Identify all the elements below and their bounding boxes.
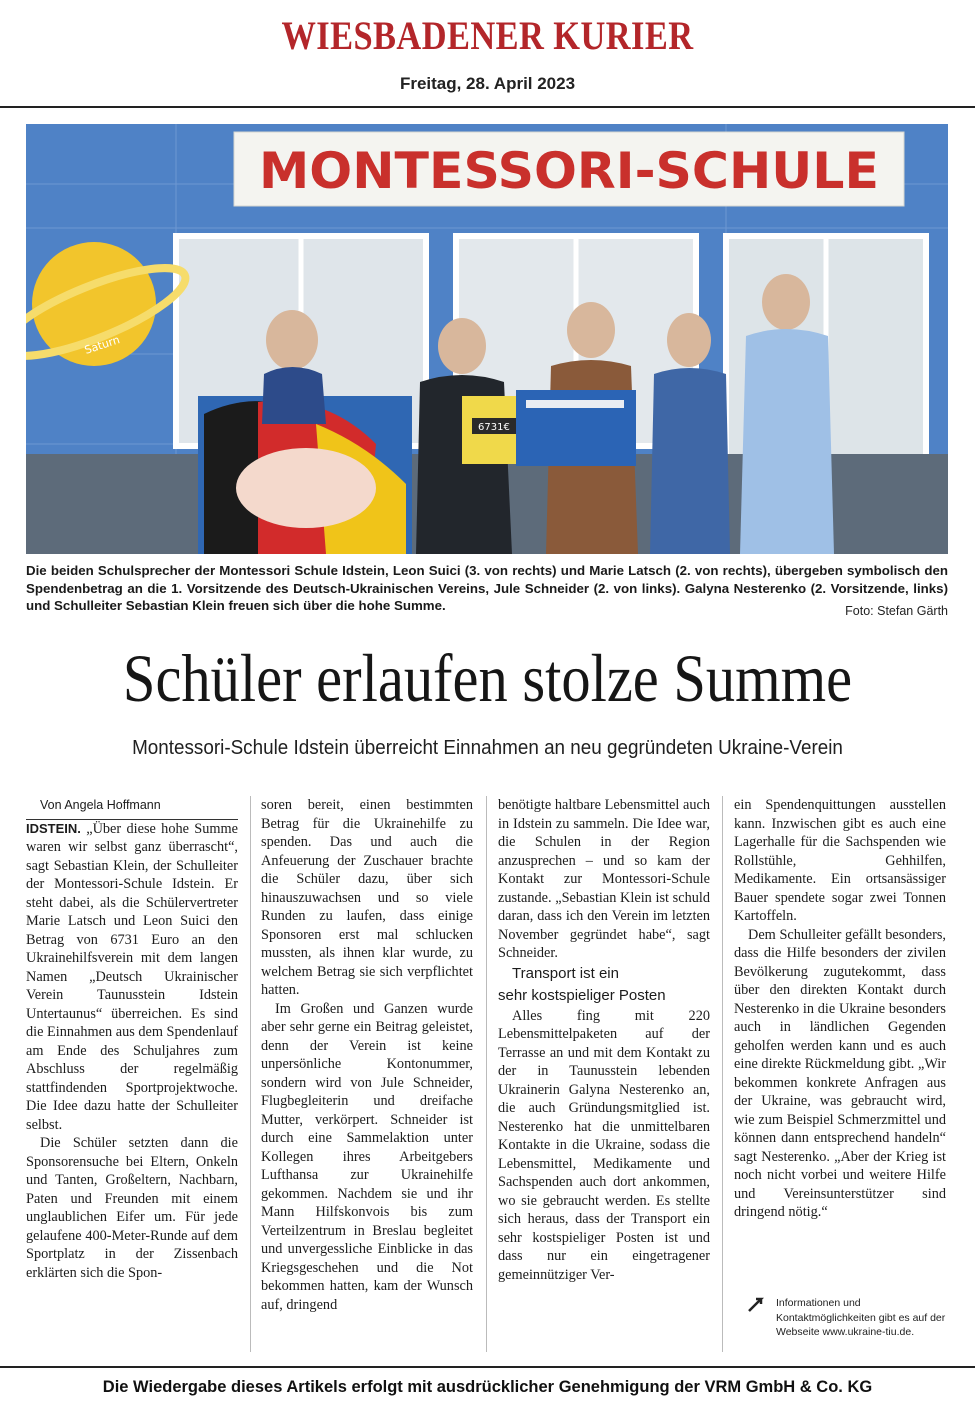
article-column-3 [498, 796, 710, 1284]
masthead: WIESBADENER KURIER [281, 13, 694, 58]
photo-caption: Die beiden Schulsprecher der Montessori Schule Idstein, Leon Suici (3. von rechts) und Marie Latsch (2. von rechts), übergeben symbolisch den Spendenbetrag an die 1. Vorsitzende des Deutsch-Ukrainischen Vereins, Jule Schneider (2. von links). Galyna Nesterenko (2. Vorsitzende, links) und Schulleiter Sebastian Klein freuen sich über die hohe Summe. [26, 563, 948, 613]
column-2-paragraph-1: soren bereit, einen bestimmten Betrag für die Ukrainehilfe zu spenden. Das und auch die Anfeuerung der Zuschauer brachte die Schüler dazu, über sich hinauszuwachsen und so viele Runden zu laufen, dass einige Sponsoren erst mal schlucken mussten, als ihnen klar wurde, zu welchem Betrag sie sich verpflichtet hatten. [261, 797, 473, 998]
article-headline: Schüler erlaufen stolze Summe [122, 640, 853, 716]
column-2-paragraph-2: Im Großen und Ganzen wurde aber sehr gerne ein Beitrag geleistet, denn der Verein ist keine unpersönliche Kontonummer, sondern wird von Jule Schneider, Flugbegleiterin und dreifache Mutter, verkörpert. Schneider ist durch eine Sammelaktion unter Kollegen ihres Arbeitgebers Lufthansa zur Ukrainehilfe gekommen. Nachdem sie und ihr Mann Hilfskonvois bis zum Verteilzentrum in Breslau begleitet und unvergessliche Einblicke in das Kriegsgeschehen und die Not bekommen hatten, kam der Wunsch auf, dringend [261, 1000, 473, 1313]
info-box-text: Informationen und Kontaktmöglichkeiten gibt es auf der Webseite www.ukraine-tiu.de. [776, 1297, 946, 1338]
reprint-notice: Die Wiedergabe dieses Artikels erfolgt mit ausdrücklicher Genehmigung der VRM GmbH & Co. KG [102, 1378, 873, 1396]
intertitle: Transport ist ein sehr kostspieliger Posten [498, 964, 666, 1004]
cheque-amount: 6731€ [478, 422, 510, 433]
issue-date: Freitag, 28. April 2023 [399, 74, 576, 93]
column-3-paragraph-1: benötigte haltbare Lebensmittel auch in Idstein zu sammeln. Die Idee war, die Schulen in der Region anzusprechen – und so kam der Kontakt zur Montessori-Schule zustande. „Sebastian Klein ist schuld daran, dass ich den Verein im letzten November gegründet habe“, sagt Schneider. [498, 797, 710, 961]
article-photo [26, 124, 948, 554]
article-column-1 [26, 796, 238, 1282]
header-rule [0, 106, 975, 108]
article-column-2 [261, 796, 473, 1314]
school-sign: MONTESSORI-SCHULE [259, 142, 880, 200]
article-column-4 [734, 796, 946, 1294]
planet-label: Saturn [82, 333, 122, 357]
photo-credit: Foto: Stefan Gärth [845, 604, 948, 618]
article-subheadline: Montessori-Schule Idstein überreicht Einnahmen an neu gegründeten Ukraine-Verein [132, 736, 843, 759]
column-4-paragraph-1: ein Spendenquittungen ausstellen kann. Inzwischen gibt es auch eine Lagerhalle für die Sachspenden wie Rollstühle, Gehhilfen, Medikamente. Ein ortsansässiger Bauer spendete sogar zwei Tonnen Kartoffeln. [734, 797, 946, 924]
info-box [746, 1296, 948, 1340]
byline: Von Angela Hoffmann [26, 796, 238, 820]
column-1-paragraph-2: Die Schüler setzten dann die Sponsorensuche bei Eltern, Onkeln und Tanten, Großeltern, Nachbarn, Paten und Freunden mit einem unglaublichen Eifer um. Für jede gelaufene 400-Meter-Runde auf dem Sportplatz in der Zissenbach erklärten sich die Spon- [26, 1135, 238, 1281]
footer-rule [0, 1366, 975, 1368]
pointer-arrow-icon [746, 1296, 764, 1319]
column-4-paragraph-2: Dem Schulleiter gefällt besonders, dass die Hilfe besonders der zivilen Bevölkerung zugutekommt, dass über den direkten Kontakt durch Nesterenko in die Ukraine besonders auch in ländlichen Gegenden geholfen werden kann und es auch eine direkte Rückmeldung gibt. „Wir bekommen konkrete Anfragen aus der Ukraine, was gebraucht wird, wie zum Beispiel Schmerzmittel und können dann entsprechend handeln“ sagt Nesterenko. „Aber der Krieg ist noch nicht vorbei und weitere Hilfe und Vereinsunterstützer sind dringend nötig.“ [734, 926, 946, 1220]
column-divider [250, 796, 251, 1352]
column-1-paragraph-1: IDSTEIN. „Über diese hohe Summe waren wir selbst ganz überrascht“, sagt Sebastian Klein, der Schulleiter der Montessori-Schule Idstein. Er steht dabei, als die Schülervertreter Marie Latsch und Leon Suici den Betrag von 6731 Euro an den Ukrainehilfsverein mit dem langen Namen „Deutsch Ukrainischer Verein Taunusstein Idstein Untertaunus“ überreichen. Es sind die Einnahmen aus dem Spendenlauf am Ende des Schuljahres zum Abschluss der regelmäßig stattfindenden Sportprojektwoche. Die Idee dazu hatte der Schulleiter selbst. [26, 820, 238, 1133]
column-divider [486, 796, 487, 1352]
dateline-place: IDSTEIN. [26, 820, 81, 836]
column-divider [722, 796, 723, 1352]
column-3-paragraph-2: Alles fing mit 220 Lebensmittelpaketen auf der Terrasse an und mit dem Kontakt zu der in Taunusstein lebenden Ukrainerin Galyna Nesterenko an, die auch Gründungsmitglied ist. Nesterenko hat die unmittelbaren Kontakte in die Ukraine, sodass die Lebensmittel, Medikamente und Sachspenden auch dort ankommen, wo sie gebraucht werden. Es stellte sich heraus, dass der Transport ein sehr kostspieliger Posten ist und dass nur ein eingetragener gemeinnütziger Ver- [498, 1007, 710, 1283]
